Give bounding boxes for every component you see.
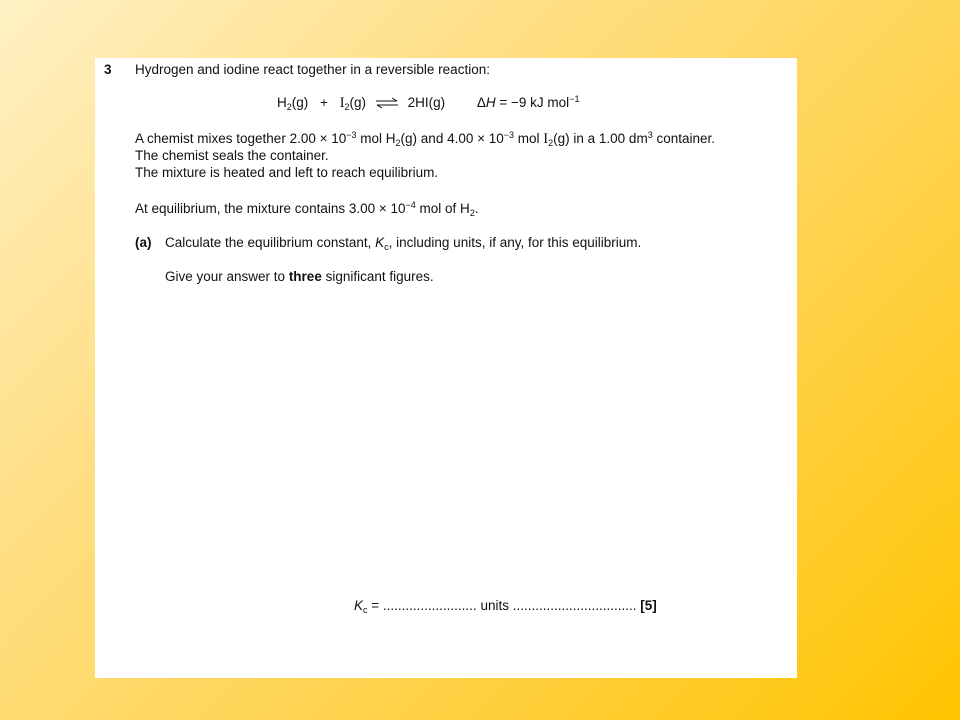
eq-i2: $I_2(g)$ <box>339 95 367 112</box>
question-number: 3 <box>104 62 112 77</box>
setup-line-2: The chemist seals the container. <box>135 148 329 163</box>
setup-paragraph <box>135 130 715 181</box>
kc-answer-field[interactable]: ......................... <box>382 598 477 613</box>
sig-fig-instruction: Give your answer to three significant figures. <box>165 269 434 284</box>
equilibrium-statement: At equilibrium, the mixture contains $3.00 \times 10^{-4}$ mol of $H_2$. <box>135 200 479 218</box>
marks-badge: [5] <box>640 598 657 613</box>
exam-page <box>95 58 797 678</box>
answer-line: $K_c$ = ......................... units ................................. [5] <box>354 598 657 615</box>
eq-plus: + <box>320 95 328 110</box>
equilibrium-arrow-icon <box>370 94 404 111</box>
reaction-equation <box>277 94 579 112</box>
enthalpy-change: ΔH = −9 kJ mol$^{-1}$ <box>476 94 580 110</box>
part-a-label: (a) <box>135 235 152 250</box>
setup-line-3: The mixture is heated and left to reach equilibrium. <box>135 165 439 180</box>
units-answer-field[interactable]: ................................. <box>512 598 637 613</box>
setup-line-1: A chemist mixes together $2.00 \times 10^{-3}$ mol $H_2(g)$ and $4.00 \times 10^{-3}$ mol $I_2(g)$ in a 1.00 $dm^3$ container. <box>135 130 715 148</box>
eq-h2: $H_2(g)$ <box>277 95 309 112</box>
question-intro: Hydrogen and iodine react together in a reversible reaction: <box>135 62 490 77</box>
eq-product: 2HI(g) <box>407 95 446 110</box>
part-a-prompt: Calculate the equilibrium constant, $K_c$, including units, if any, for this equilibrium. <box>165 235 642 252</box>
